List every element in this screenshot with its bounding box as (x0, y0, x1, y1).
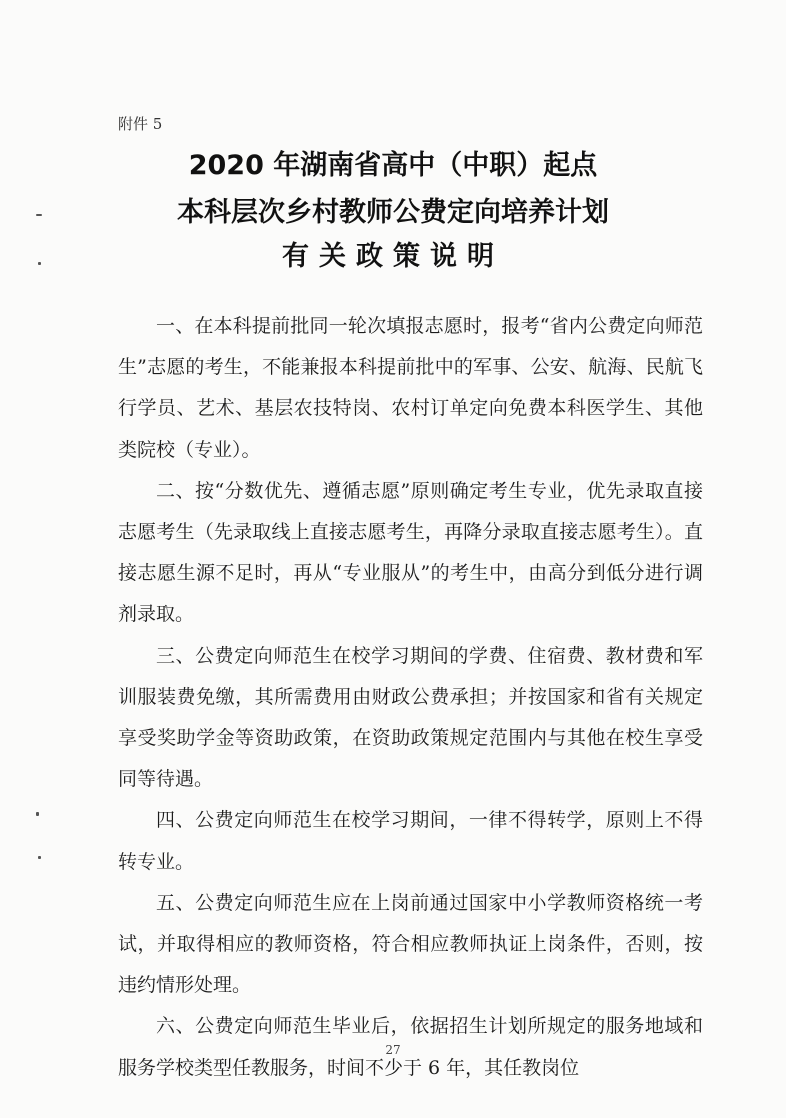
title-line-2: 本科层次乡村教师公费定向培养计划 (177, 197, 609, 228)
page-number: 27 (385, 1043, 401, 1057)
paragraph: 三、公费定向师范生在校学习期间的学费、住宿费、教材费和军训服装费免缴，其所需费用由财政公费承担；并按国家和省有关规定享受奖助学金等资助政策，在资助政策规定范围内与其他在校生享受同等待遇。 (118, 644, 703, 791)
paragraph: 六、公费定向师范生毕业后，依据招生计划所规定的服务地域和服务学校类型任教服务，时间不少于 6 年，其任教岗位 (118, 1015, 703, 1079)
paragraph: 二、按“分数优先、遵循志愿”原则确定考生专业，优先录取直接志愿考生（先录取线上直接志愿考生，再降分录取直接志愿考生）。直接志愿生源不足时，再从“专业服从”的考生中，由高分到低分进行调剂录取。 (118, 479, 703, 626)
document-body (118, 306, 703, 1089)
title-line-1: 2020 年湖南省高中（中职）起点 (188, 150, 598, 181)
paragraph: 五、公费定向师范生应在上岗前通过国家中小学教师资格统一考试，并取得相应的教师资格，符合相应教师执证上岗条件，否则，按违约情形处理。 (118, 891, 703, 997)
scan-mark (36, 812, 39, 816)
title-line-3: 有关政策说明 (282, 241, 504, 272)
scan-mark (38, 856, 41, 859)
attachment-label: 附件 5 (118, 115, 163, 133)
paragraph: 一、在本科提前批同一轮次填报志愿时，报考“省内公费定向师范生”志愿的考生，不能兼报本科提前批中的军事、公安、航海、民航飞行学员、艺术、基层农技特岗、农村订单定向免费本科医学生、其他类院校（专业）。 (118, 315, 703, 461)
paragraph: 四、公费定向师范生在校学习期间，一律不得转学，原则上不得转专业。 (118, 809, 703, 873)
